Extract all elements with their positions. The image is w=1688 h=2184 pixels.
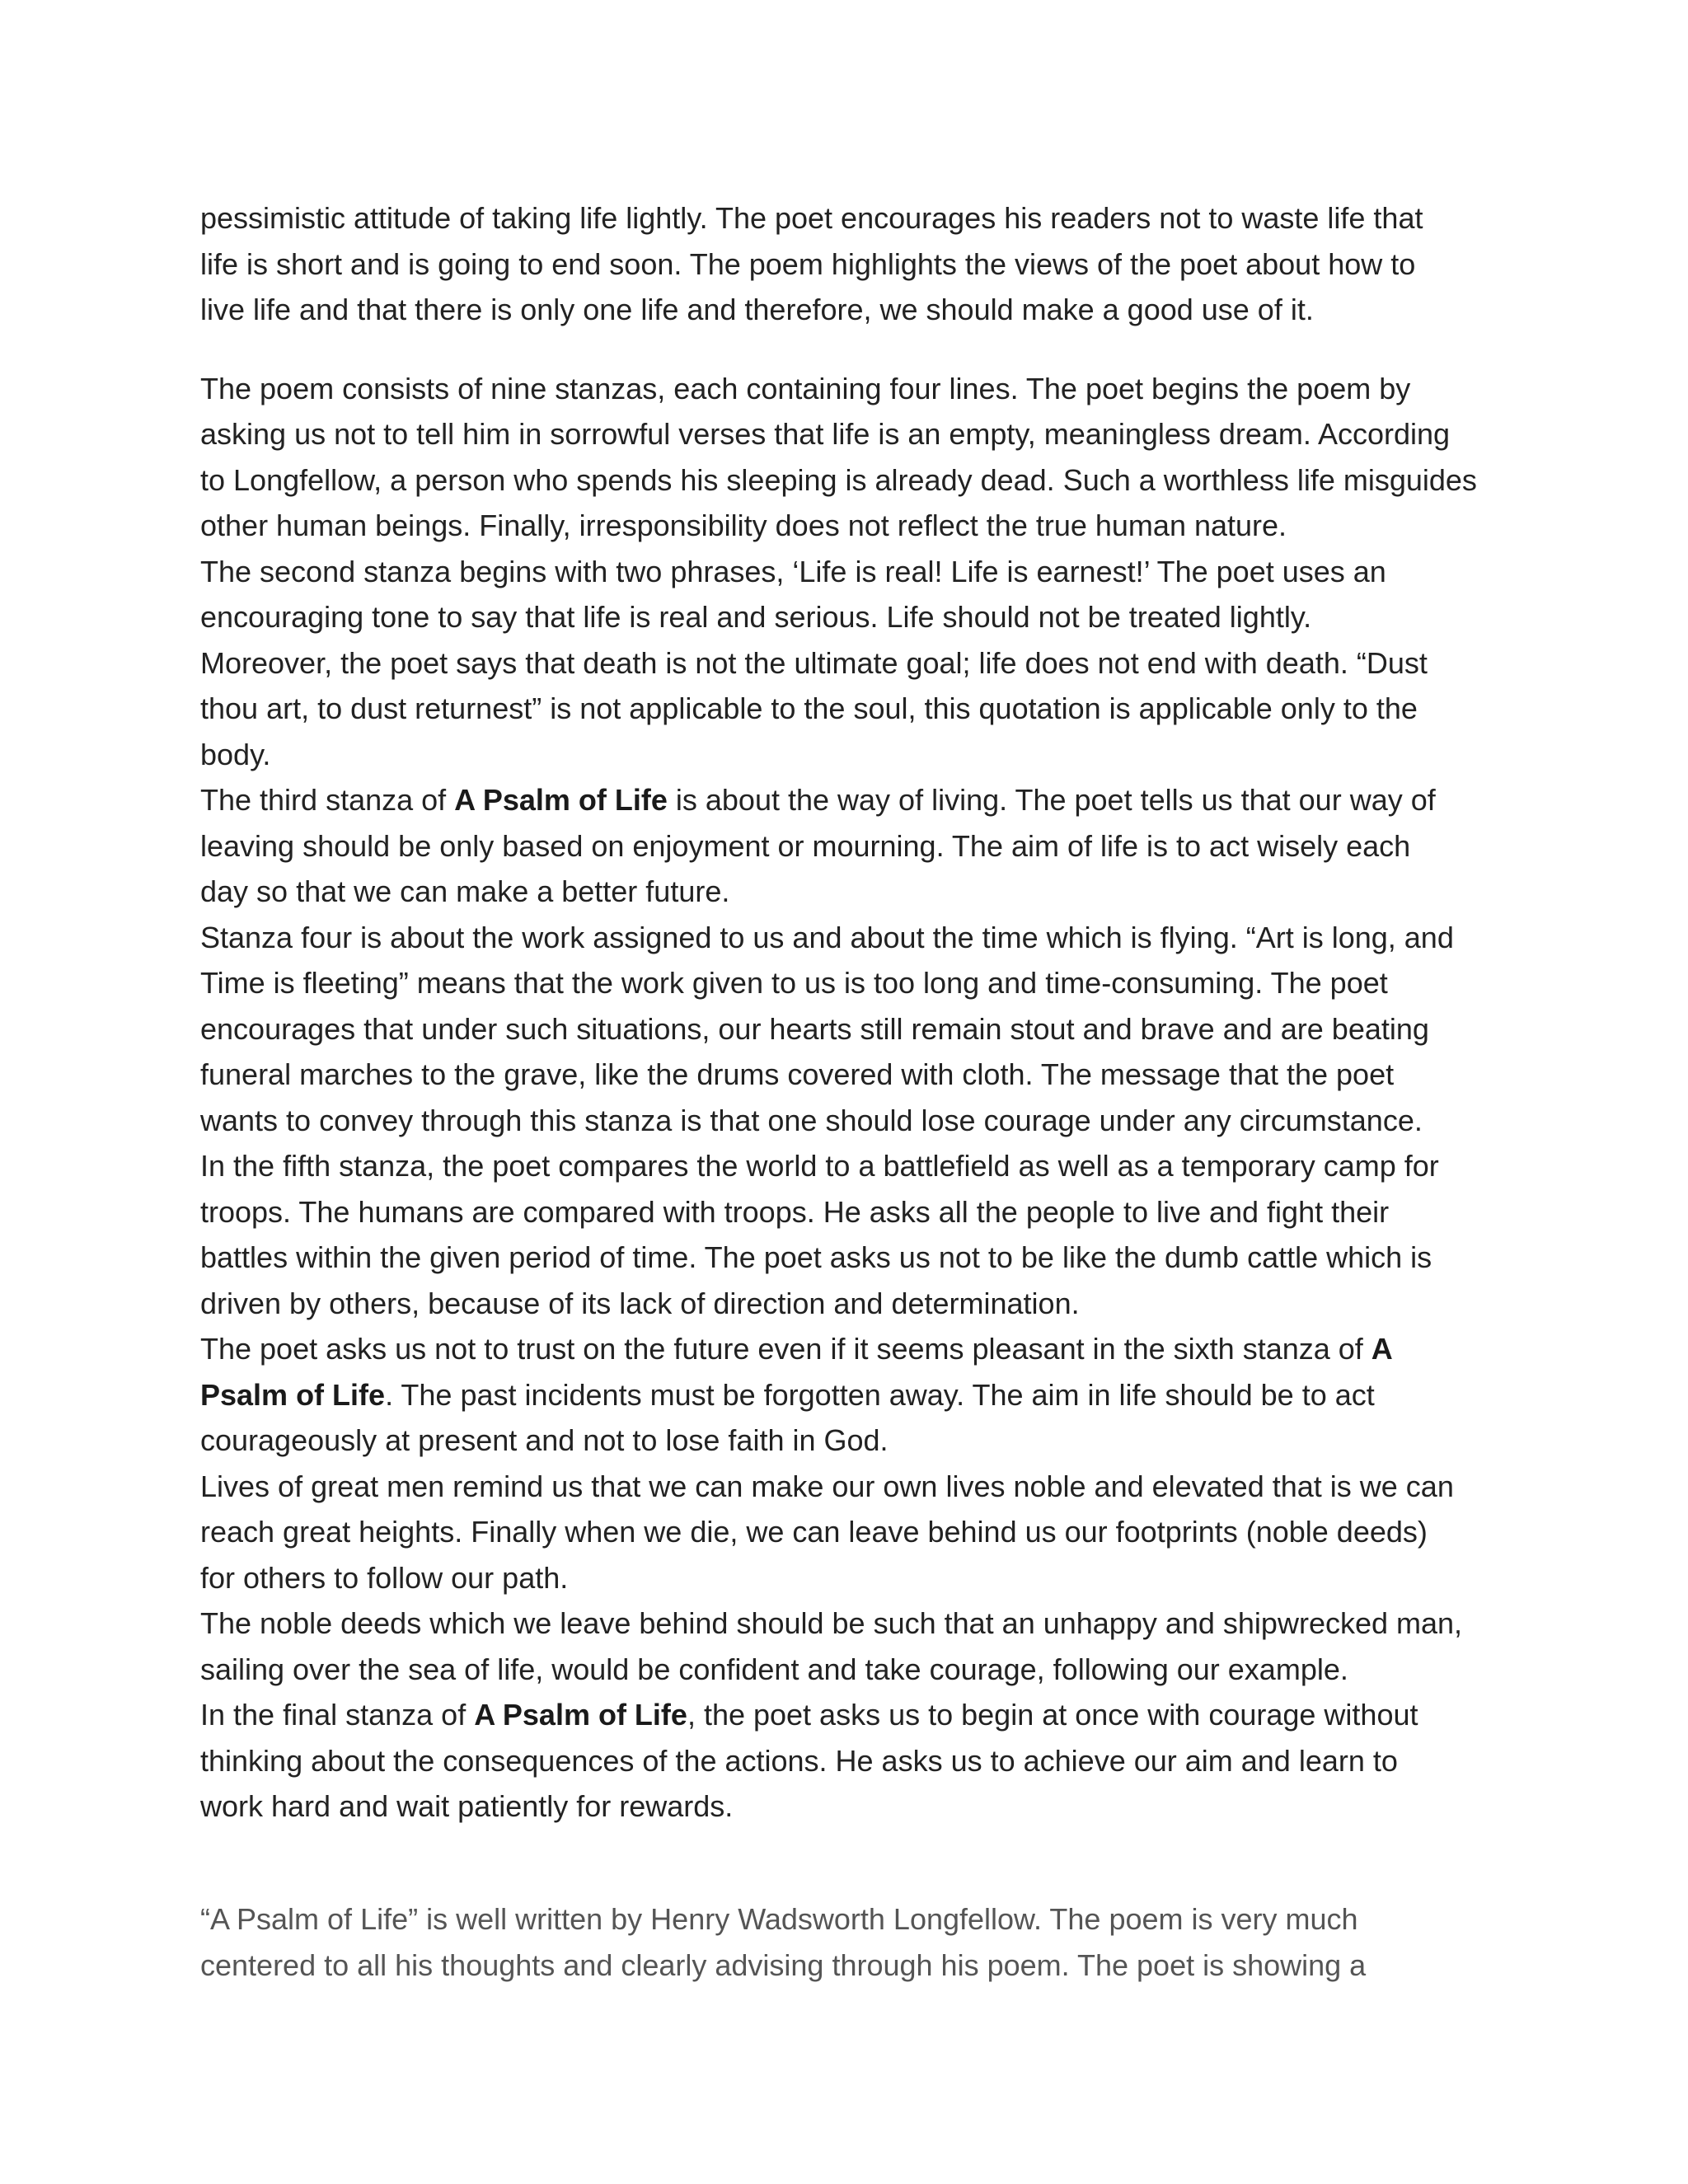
text-line: battles within the given period of time. The poet asks us not to be like the dumb cattle which is (200, 1240, 1432, 1274)
poem-title-bold: Psalm of Life (200, 1377, 386, 1412)
text-line: work hard and wait patiently for rewards. (200, 1789, 734, 1823)
text-line: Moreover, the poet says that death is not the ultimate goal; life does not end with death. “Dust (200, 645, 1428, 680)
text-run: In the final stanza of (200, 1698, 475, 1732)
text-line: asking us not to tell him in sorrowful verses that life is an empty, meaningless dream. According (200, 417, 1451, 451)
text-line: to Longfellow, a person who spends his sleeping is already dead. Such a worthless life misguides (200, 462, 1477, 497)
stanza8-paragraph (200, 1601, 1519, 1692)
text-line: reach great heights. Finally when we die, we can leave behind us our footprints (noble deeds) (200, 1515, 1428, 1549)
document-body (200, 195, 1519, 1830)
text-line: Lives of great men remind us that we can make our own lives noble and elevated that is we can (200, 1469, 1454, 1503)
stanza6-paragraph (200, 1326, 1519, 1464)
text-line: driven by others, because of its lack of direction and determination. (200, 1286, 1080, 1320)
text-line: Time is fleeting” means that the work given to us is too long and time-consuming. The poet (200, 966, 1388, 1000)
text-line: The noble deeds which we leave behind should be such that an unhappy and shipwrecked man, (200, 1606, 1463, 1640)
text-line: The poem consists of nine stanzas, each containing four lines. The poet begins the poem by (200, 371, 1411, 405)
text-line: Stanza four is about the work assigned to us and about the time which is flying. “Art is long, and (200, 920, 1454, 954)
text-line: “A Psalm of Life” is well written by Henry Wadsworth Longfellow. The poem is very much (200, 1902, 1358, 1936)
text-line: life is short and is going to end soon. The poem highlights the views of the poet about how to (200, 246, 1416, 281)
text-line: courageously at present and not to lose faith in God. (200, 1423, 889, 1457)
text-line (200, 1326, 1519, 1372)
text-line: encourages that under such situations, our hearts still remain stout and brave and are beating (200, 1011, 1429, 1046)
text-line: sailing over the sea of life, would be confident and take courage, following our example. (200, 1652, 1348, 1686)
text-run: , the poet asks us to begin at once with courage without (687, 1698, 1418, 1732)
text-line (200, 1692, 1519, 1738)
stanza1-paragraph (200, 366, 1519, 549)
intro-paragraph (200, 195, 1519, 333)
text-line: body. (200, 737, 271, 771)
text-line: wants to convey through this stanza is that one should lose courage under any circumstance. (200, 1103, 1423, 1137)
stanza4-paragraph (200, 915, 1519, 1144)
poem-title-bold: A Psalm of Life (454, 783, 668, 817)
poem-title-bold: A Psalm of Life (474, 1698, 687, 1732)
text-line (200, 1372, 1519, 1418)
text-line: The second stanza begins with two phrases, ‘Life is real! Life is earnest!’ The poet uses an (200, 554, 1386, 588)
text-line: thinking about the consequences of the actions. He asks us to achieve our aim and learn to (200, 1743, 1398, 1778)
stanza2-paragraph (200, 549, 1519, 778)
text-line: centered to all his thoughts and clearly advising through his poem. The poet is showing a (200, 1947, 1367, 1982)
text-line: In the fifth stanza, the poet compares the world to a battlefield as well as a temporary camp for (200, 1149, 1439, 1183)
text-line: leaving should be only based on enjoyment or mourning. The aim of life is to act wisely each (200, 828, 1411, 863)
stanza5-paragraph (200, 1143, 1519, 1326)
stanza3-paragraph (200, 777, 1519, 915)
text-line: for others to follow our path. (200, 1560, 569, 1595)
text-run: The poet asks us not to trust on the future even if it seems pleasant in the sixth stanza of (200, 1332, 1372, 1366)
text-line: funeral marches to the grave, like the drums covered with cloth. The message that the poet (200, 1057, 1395, 1091)
text-run: The third stanza of (200, 783, 455, 817)
text-line (200, 777, 1519, 823)
text-line: pessimistic attitude of taking life lightly. The poet encourages his readers not to waste life that (200, 201, 1423, 235)
text-line: troops. The humans are compared with troops. He asks all the people to live and fight their (200, 1194, 1390, 1229)
text-line: live life and that there is only one life and therefore, we should make a good use of it. (200, 293, 1314, 326)
text-line: other human beings. Finally, irresponsibility does not reflect the true human nature. (200, 509, 1287, 542)
conclusion-paragraph (200, 1896, 1519, 1988)
poem-title-bold: A (1371, 1332, 1393, 1366)
text-line: encouraging tone to say that life is real and serious. Life should not be treated lightly. (200, 600, 1312, 634)
stanza7-paragraph (200, 1464, 1519, 1601)
text-line: day so that we can make a better future. (200, 874, 730, 908)
text-run: is about the way of living. The poet tells us that our way of (667, 783, 1436, 817)
paragraph-spacer (200, 333, 1519, 366)
text-run: . The past incidents must be forgotten away. The aim in life should be to act (385, 1377, 1375, 1412)
stanza9-paragraph (200, 1692, 1519, 1830)
text-line: thou art, to dust returnest” is not applicable to the soul, this quotation is applicable only to the (200, 691, 1418, 725)
